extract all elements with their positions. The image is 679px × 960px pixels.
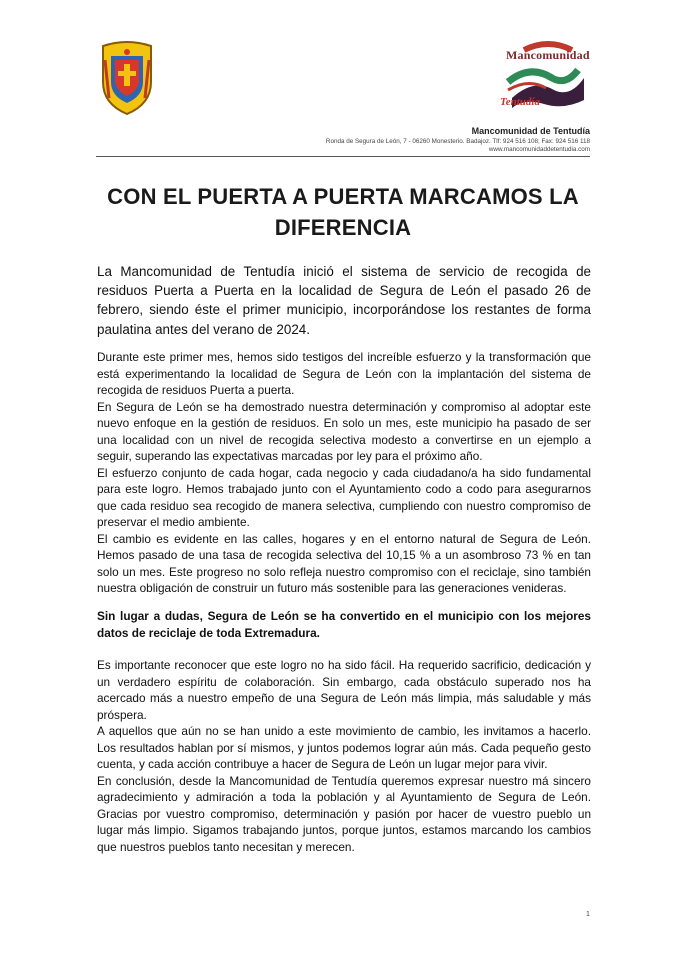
document-title: CON EL PUERTA A PUERTA MARCAMOS LA DIFERENCIA [107,184,579,240]
header-divider [96,156,590,157]
municipal-crest-logo [99,40,155,116]
body-paragraph: Durante este primer mes, hemos sido testigos del increíble esfuerzo y la transformación que está experimentando la localidad de Segura de León con la implantación del sistema de recogida de residuos Puerta a puerta. [97,350,591,397]
mancomunidad-tentudia-logo [494,38,590,116]
body-paragraph: El esfuerzo conjunto de cada hogar, cada negocio y cada ciudadano/a ha sido fundamental para este logro. Hemos trabajado junto con el Ayuntamiento codo a codo para asegurarnos que cada residuo sea recogido de manera selectiva, cumpliendo con nuestro compromiso de preservar el medio ambiente. [97,465,591,529]
body-paragraph: En Segura de León se ha demostrado nuestra determinación y compromiso al adoptar este nuevo enfoque en la gestión de residuos. En solo un mes, este municipio ha pasado de ser una localidad con un nivel de recogida selectiva modesto a convertirse en un ejemplo a seguir, superando las expectativas marcadas por ley para el próximo año. [97,399,591,463]
highlight-section [97,608,591,641]
organization-name: Mancomunidad de Tentudía [471,126,590,136]
closing-paragraph: A aquellos que aún no se han unido a este movimiento de cambio, les invitamos a hacerlo. Los resultados hablan por sí mismos, y juntos podemos lograr aún más. Cada pequeño gesto cuenta, y cada acción contribuye a hacer de Segura de León un lugar mejor para vivir. [97,724,591,771]
brand-word-tentudia: Tentudía [500,96,540,108]
brand-word-mancomunidad: Mancomunidad [506,48,590,62]
page-number: 1 [586,911,590,918]
organization-website: www.mancomunidaddetentudia.com [488,146,590,153]
body-paragraph: El cambio es evidente en las calles, hogares y en el entorno natural de Segura de León. Hemos pasado de una tasa de recogida selectiva del 10,15 % a un asombroso 73 % en tan solo un mes. Este progreso no solo refleja nuestro compromiso con el reciclaje, sino también nuestra obligación de construir un futuro más sostenible para las generaciones venideras. [97,531,591,595]
lead-text: La Mancomunidad de Tentudía inició el sistema de servicio de recogida de residuos Puerta a Puerta en la localidad de Segura de León el pasado 26 de febrero, siendo éste el primer municipio, incorporándose los restantes de forma paulatina antes del verano de 2024. [97,264,591,337]
lead-paragraph [97,262,591,339]
highlight-paragraph: Sin lugar a dudas, Segura de León se ha convertido en el municipio con los mejores datos de reciclaje de toda Extremadura. [97,609,591,640]
closing-paragraph: Es importante reconocer que este logro no ha sido fácil. Ha requerido sacrificio, dedicación y un verdadero espíritu de colaboración. Sin embargo, cada obstáculo superado nos ha acercado más a nuestro empeño de una Segura de León más limpia, más saludable y más próspera. [97,658,591,722]
organization-info [326,126,590,153]
closing-paragraph: En conclusión, desde la Mancomunidad de Tentudía queremos expresar nuestro má sincero agradecimiento y admiración a toda la población y al Ayuntamiento de Segura de León. Gracias por vuestro compromiso, determinación y pasión por hacer de vuestro pueblo un lugar más limpio. Sigamos trabajando juntos, porque juntos, estamos marcando los cambios que nuestros pueblos tanto necesitan y merecen. [97,773,591,854]
body-section-1 [97,349,591,597]
closing-section [97,657,591,855]
organization-address: Ronda de Segura de León, 7 - 06260 Monesterio. Badajoz. Tlf: 924 516 108; Fax: 924 516 118 [325,138,590,145]
